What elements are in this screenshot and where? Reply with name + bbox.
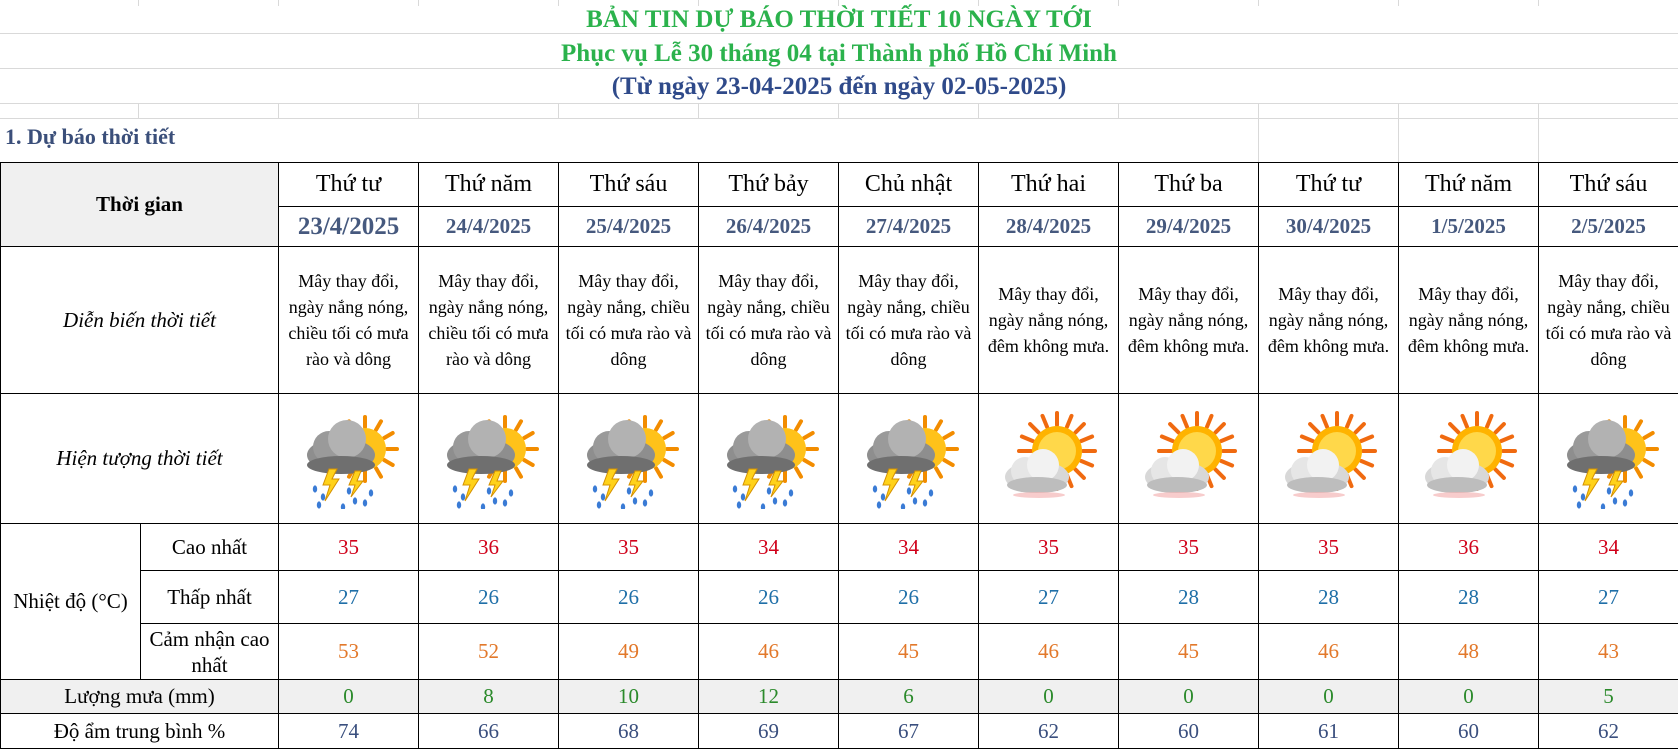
high-temp-value: 34 <box>699 524 839 571</box>
low-temp-value: 28 <box>1119 571 1259 624</box>
thunderstorm-sun-icon <box>699 409 838 509</box>
humidity-value: 74 <box>279 714 419 749</box>
day-name: Thứ hai <box>979 163 1119 207</box>
phenomenon-cell <box>979 394 1119 524</box>
humidity-row <box>1 714 1678 749</box>
high-temp-value: 34 <box>839 524 979 571</box>
low-temp-value: 28 <box>1259 571 1399 624</box>
report-subtitle: Phục vụ Lễ 30 tháng 04 tại Thành phố Hồ Chí Minh <box>561 40 1117 67</box>
humidity-value: 69 <box>699 714 839 749</box>
thunderstorm-sun-icon <box>839 409 978 509</box>
weather-desc: Mây thay đổi, ngày nắng, chiều tối có mưa rào và dông <box>1539 247 1678 394</box>
day-date: 26/4/2025 <box>699 207 839 247</box>
rain-value: 10 <box>559 680 699 714</box>
humidity-label: Độ ẩm trung bình % <box>1 714 279 749</box>
feels-like-value: 46 <box>1259 624 1399 680</box>
weather-desc-label: Diễn biến thời tiết <box>1 247 279 394</box>
day-name: Thứ năm <box>1399 163 1539 207</box>
rain-row <box>1 680 1678 714</box>
weather-desc: Mây thay đổi, ngày nắng nóng, chiều tối có mưa rào và dông <box>279 247 419 394</box>
high-temp-value: 36 <box>419 524 559 571</box>
thunderstorm-sun-icon <box>559 409 698 509</box>
humidity-value: 60 <box>1119 714 1259 749</box>
phenomenon-cell <box>1259 394 1399 524</box>
day-date: 25/4/2025 <box>559 207 699 247</box>
feels-like-value: 48 <box>1399 624 1539 680</box>
day-date: 1/5/2025 <box>1399 207 1539 247</box>
feels-like-row <box>1 624 1678 680</box>
weather-desc: Mây thay đổi, ngày nắng nóng, chiều tối có mưa rào và dông <box>419 247 559 394</box>
low-temp-value: 27 <box>979 571 1119 624</box>
weather-desc: Mây thay đổi, ngày nắng nóng, đêm không mưa. <box>1119 247 1259 394</box>
partly-cloudy-sun-icon <box>1399 409 1538 509</box>
partly-cloudy-sun-icon <box>979 409 1118 509</box>
day-name: Thứ sáu <box>1539 163 1678 207</box>
low-temp-value: 27 <box>279 571 419 624</box>
rain-label: Lượng mưa (mm) <box>1 680 279 714</box>
high-temp-value: 35 <box>559 524 699 571</box>
rain-value: 0 <box>1399 680 1539 714</box>
phenomenon-cell <box>559 394 699 524</box>
rain-value: 5 <box>1539 680 1678 714</box>
low-temp-value: 27 <box>1539 571 1678 624</box>
phenomenon-label: Hiện tượng thời tiết <box>1 394 279 524</box>
high-temp-row <box>1 524 1678 571</box>
weather-desc: Mây thay đổi, ngày nắng nóng, đêm không mưa. <box>1259 247 1399 394</box>
thunderstorm-sun-icon <box>1539 409 1678 509</box>
day-name-row <box>1 163 1678 207</box>
humidity-value: 68 <box>559 714 699 749</box>
phenomenon-cell <box>279 394 419 524</box>
day-date: 29/4/2025 <box>1119 207 1259 247</box>
day-name: Thứ tư <box>1259 163 1399 207</box>
rain-value: 0 <box>979 680 1119 714</box>
low-temp-value: 26 <box>699 571 839 624</box>
humidity-value: 60 <box>1399 714 1539 749</box>
day-name: Thứ năm <box>419 163 559 207</box>
humidity-value: 66 <box>419 714 559 749</box>
humidity-value: 62 <box>1539 714 1678 749</box>
weather-desc: Mây thay đổi, ngày nắng, chiều tối có mưa rào và dông <box>559 247 699 394</box>
high-temp-value: 34 <box>1539 524 1678 571</box>
rain-value: 0 <box>1119 680 1259 714</box>
partly-cloudy-sun-icon <box>1119 409 1258 509</box>
day-name: Thứ tư <box>279 163 419 207</box>
weather-desc-row <box>1 247 1678 394</box>
rain-value: 12 <box>699 680 839 714</box>
phenomenon-row <box>1 394 1678 524</box>
low-temp-value: 26 <box>559 571 699 624</box>
weather-desc: Mây thay đổi, ngày nắng nóng, đêm không mưa. <box>1399 247 1539 394</box>
section-title: 1. Dự báo thời tiết <box>5 124 176 149</box>
high-temp-value: 35 <box>1259 524 1399 571</box>
day-date: 23/4/2025 <box>279 207 419 247</box>
partly-cloudy-sun-icon <box>1259 409 1398 509</box>
weather-desc: Mây thay đổi, ngày nắng, chiều tối có mưa rào và dông <box>699 247 839 394</box>
low-temp-row <box>1 571 1678 624</box>
feels-like-value: 49 <box>559 624 699 680</box>
low-temp-label: Thấp nhất <box>141 571 279 624</box>
humidity-value: 67 <box>839 714 979 749</box>
day-date: 24/4/2025 <box>419 207 559 247</box>
rain-value: 0 <box>279 680 419 714</box>
feels-like-value: 53 <box>279 624 419 680</box>
phenomenon-cell <box>839 394 979 524</box>
rain-value: 0 <box>1259 680 1399 714</box>
high-temp-value: 35 <box>279 524 419 571</box>
day-name: Thứ bảy <box>699 163 839 207</box>
day-date: 28/4/2025 <box>979 207 1119 247</box>
high-temp-value: 35 <box>1119 524 1259 571</box>
weather-desc: Mây thay đổi, ngày nắng nóng, đêm không mưa. <box>979 247 1119 394</box>
feels-like-value: 46 <box>979 624 1119 680</box>
feels-like-value: 52 <box>419 624 559 680</box>
humidity-value: 61 <box>1259 714 1399 749</box>
forecast-table <box>0 162 1678 749</box>
low-temp-value: 26 <box>419 571 559 624</box>
weather-desc: Mây thay đổi, ngày nắng, chiều tối có mưa rào và dông <box>839 247 979 394</box>
feels-like-value: 46 <box>699 624 839 680</box>
thunderstorm-sun-icon <box>279 409 418 509</box>
day-name: Thứ ba <box>1119 163 1259 207</box>
time-header: Thời gian <box>1 163 279 247</box>
high-temp-value: 36 <box>1399 524 1539 571</box>
feels-like-value: 45 <box>1119 624 1259 680</box>
day-date: 30/4/2025 <box>1259 207 1399 247</box>
day-name: Thứ sáu <box>559 163 699 207</box>
humidity-value: 62 <box>979 714 1119 749</box>
feels-like-label: Cảm nhận cao nhất <box>141 624 279 680</box>
phenomenon-cell <box>1399 394 1539 524</box>
report-date-range: (Từ ngày 23-04-2025 đến ngày 02-05-2025) <box>611 73 1067 100</box>
temperature-label: Nhiệt độ (°C) <box>1 524 141 680</box>
phenomenon-cell <box>699 394 839 524</box>
low-temp-value: 28 <box>1399 571 1539 624</box>
feels-like-value: 45 <box>839 624 979 680</box>
high-temp-value: 35 <box>979 524 1119 571</box>
day-name: Chủ nhật <box>839 163 979 207</box>
low-temp-value: 26 <box>839 571 979 624</box>
rain-value: 8 <box>419 680 559 714</box>
day-date: 27/4/2025 <box>839 207 979 247</box>
phenomenon-cell <box>419 394 559 524</box>
rain-value: 6 <box>839 680 979 714</box>
feels-like-value: 43 <box>1539 624 1678 680</box>
phenomenon-cell <box>1539 394 1678 524</box>
day-date: 2/5/2025 <box>1539 207 1678 247</box>
high-temp-label: Cao nhất <box>141 524 279 571</box>
report-title: BẢN TIN DỰ BÁO THỜI TIẾT 10 NGÀY TỚI <box>586 6 1092 33</box>
phenomenon-cell <box>1119 394 1259 524</box>
thunderstorm-sun-icon <box>419 409 558 509</box>
